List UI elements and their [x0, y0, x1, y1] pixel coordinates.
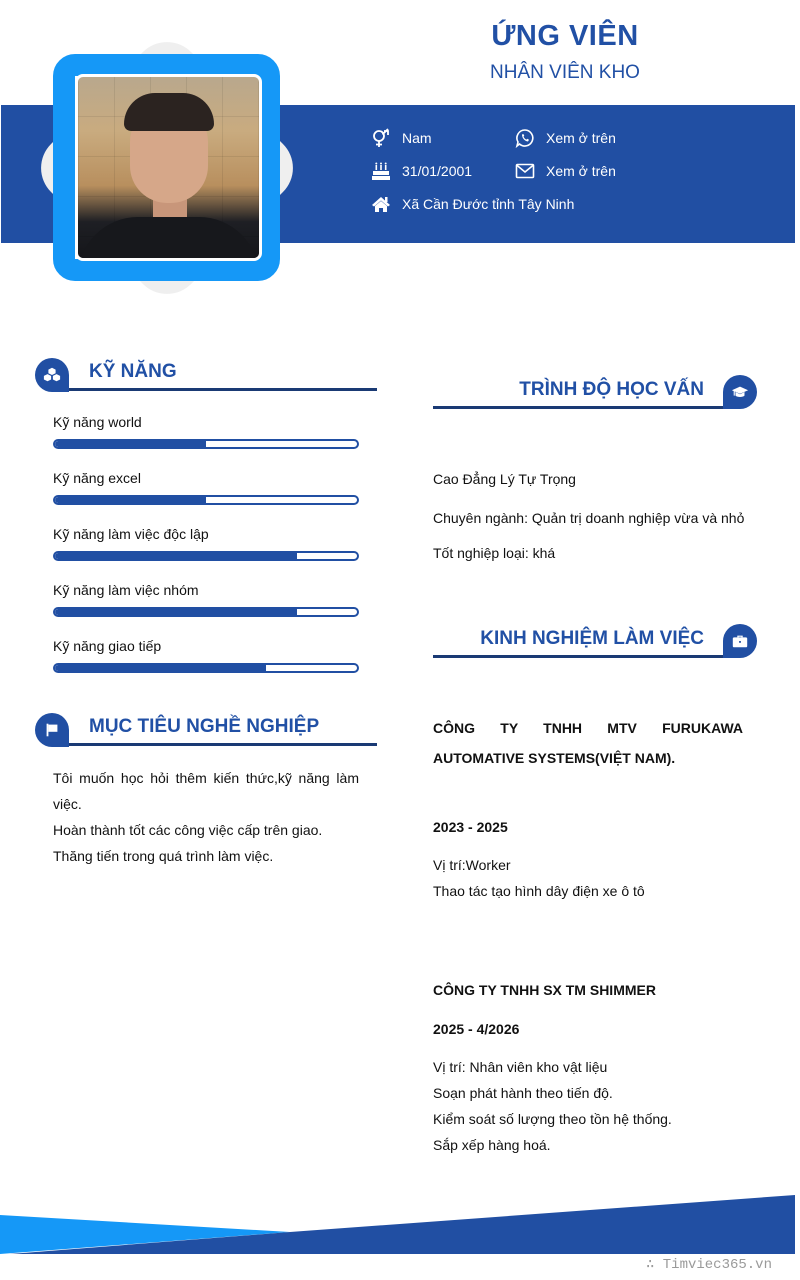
job-detail: Sắp xếp hàng hoá.: [433, 1137, 551, 1153]
contact-phone: [514, 127, 616, 149]
skill-item: [53, 414, 359, 430]
job-detail: Vị trí: Nhân viên kho vật liệu: [433, 1059, 608, 1075]
education-underline: [433, 406, 725, 409]
gender-value: Nam: [402, 130, 432, 146]
contact-address: [370, 193, 574, 215]
job-detail: Thao tác tạo hình dây điện xe ô tô: [433, 883, 645, 899]
skill-label: Kỹ năng giao tiếp: [53, 638, 162, 654]
skill-progress-fill: [55, 609, 297, 615]
job-detail: Soạn phát hành theo tiến độ.: [433, 1085, 613, 1101]
objective-line: Tôi muốn học hỏi thêm kiến thức,kỹ năng làm việc.: [53, 770, 359, 812]
photo-hair: [124, 93, 214, 131]
experience-job-period: [433, 819, 743, 835]
address-value: Xã Cần Đước tỉnh Tây Ninh: [402, 196, 575, 212]
contact-email: [514, 160, 616, 182]
briefcase-icon: [723, 624, 757, 658]
job-company: CÔNG TY TNHH SX TM SHIMMER: [433, 982, 656, 998]
experience-underline: [433, 655, 725, 658]
objective-title: MỤC TIÊU NGHỀ NGHIỆP: [89, 716, 320, 737]
skills-underline: [69, 388, 377, 391]
objective-line: Thăng tiến trong quá trình làm việc.: [53, 848, 274, 864]
experience-job: [433, 713, 743, 773]
job-period: 2023 - 2025: [433, 819, 508, 835]
skill-item: [53, 526, 359, 542]
phone-chat-icon: [514, 127, 536, 149]
avatar: [75, 74, 262, 261]
job-period: 2025 - 4/2026: [433, 1021, 520, 1037]
experience-job: [433, 975, 743, 1005]
objective-line: Hoàn thành tốt các công việc cấp trên giao.: [53, 822, 323, 838]
skill-progress-fill: [55, 441, 206, 447]
contact-birthday: [370, 160, 472, 182]
job-detail: Kiểm soát số lượng theo tồn hệ thống.: [433, 1111, 672, 1127]
avatar-frame: [26, 27, 308, 309]
skill-label: Kỹ năng excel: [53, 470, 141, 486]
skill-progress-bar: [53, 607, 359, 617]
skill-label: Kỹ năng làm việc nhóm: [53, 582, 199, 598]
candidate-name: ỨNG VIÊN: [491, 20, 639, 52]
skill-progress-bar: [53, 663, 359, 673]
cubes-icon: [35, 358, 69, 392]
education-title: TRÌNH ĐỘ HỌC VẤN: [519, 379, 704, 400]
education-header: [433, 375, 758, 411]
home-icon: [370, 193, 392, 215]
skill-label: Kỹ năng làm việc độc lập: [53, 526, 209, 542]
envelope-icon: [514, 160, 536, 182]
objective-underline: [69, 743, 377, 746]
experience-job-details: [433, 852, 743, 904]
skill-progress-fill: [55, 665, 266, 671]
graduation-cap-icon: [723, 375, 757, 409]
job-company: CÔNG TY TNHH MTV FURUKAWA AUTOMATIVE SYSTEMS(VIỆT NAM).: [433, 720, 743, 766]
objective-text: [53, 765, 359, 869]
birthday-value: 31/01/2001: [402, 163, 473, 179]
experience-title: KINH NGHIỆM LÀM VIỆC: [480, 628, 704, 649]
footer-wave: [0, 1190, 800, 1256]
objective-header: [35, 712, 377, 748]
experience-job-details: [433, 1054, 743, 1158]
education-major: Chuyên ngành: Quản trị doanh nghiệp vừa và nhỏ: [433, 510, 745, 526]
email-value[interactable]: Xem ở trên: [546, 163, 616, 179]
skills-title: KỸ NĂNG: [89, 361, 177, 382]
skill-item: [53, 638, 359, 654]
flag-icon: [35, 713, 69, 747]
contact-gender: [370, 127, 432, 149]
skill-progress-bar: [53, 551, 359, 561]
skill-progress-fill: [55, 553, 297, 559]
skill-item: [53, 470, 359, 486]
watermark: ∴ Timviec365.vn: [645, 1257, 772, 1273]
education-school: Cao Đẳng Lý Tự Trọng: [433, 471, 576, 487]
skills-header: [35, 357, 377, 393]
education-grade: Tốt nghiệp loại: khá: [433, 545, 556, 561]
skill-progress-bar: [53, 495, 359, 505]
job-detail: Vị trí:Worker: [433, 857, 511, 873]
skill-progress-bar: [53, 439, 359, 449]
phone-value[interactable]: Xem ở trên: [546, 130, 616, 146]
birthday-cake-icon: [370, 160, 392, 182]
skill-label: Kỹ năng world: [53, 414, 142, 430]
experience-job-period: [433, 1021, 743, 1037]
skill-progress-fill: [55, 497, 206, 503]
skill-item: [53, 582, 359, 598]
gender-icon: [370, 127, 392, 149]
job-title: NHÂN VIÊN KHO: [490, 62, 640, 83]
experience-header: [433, 624, 758, 660]
